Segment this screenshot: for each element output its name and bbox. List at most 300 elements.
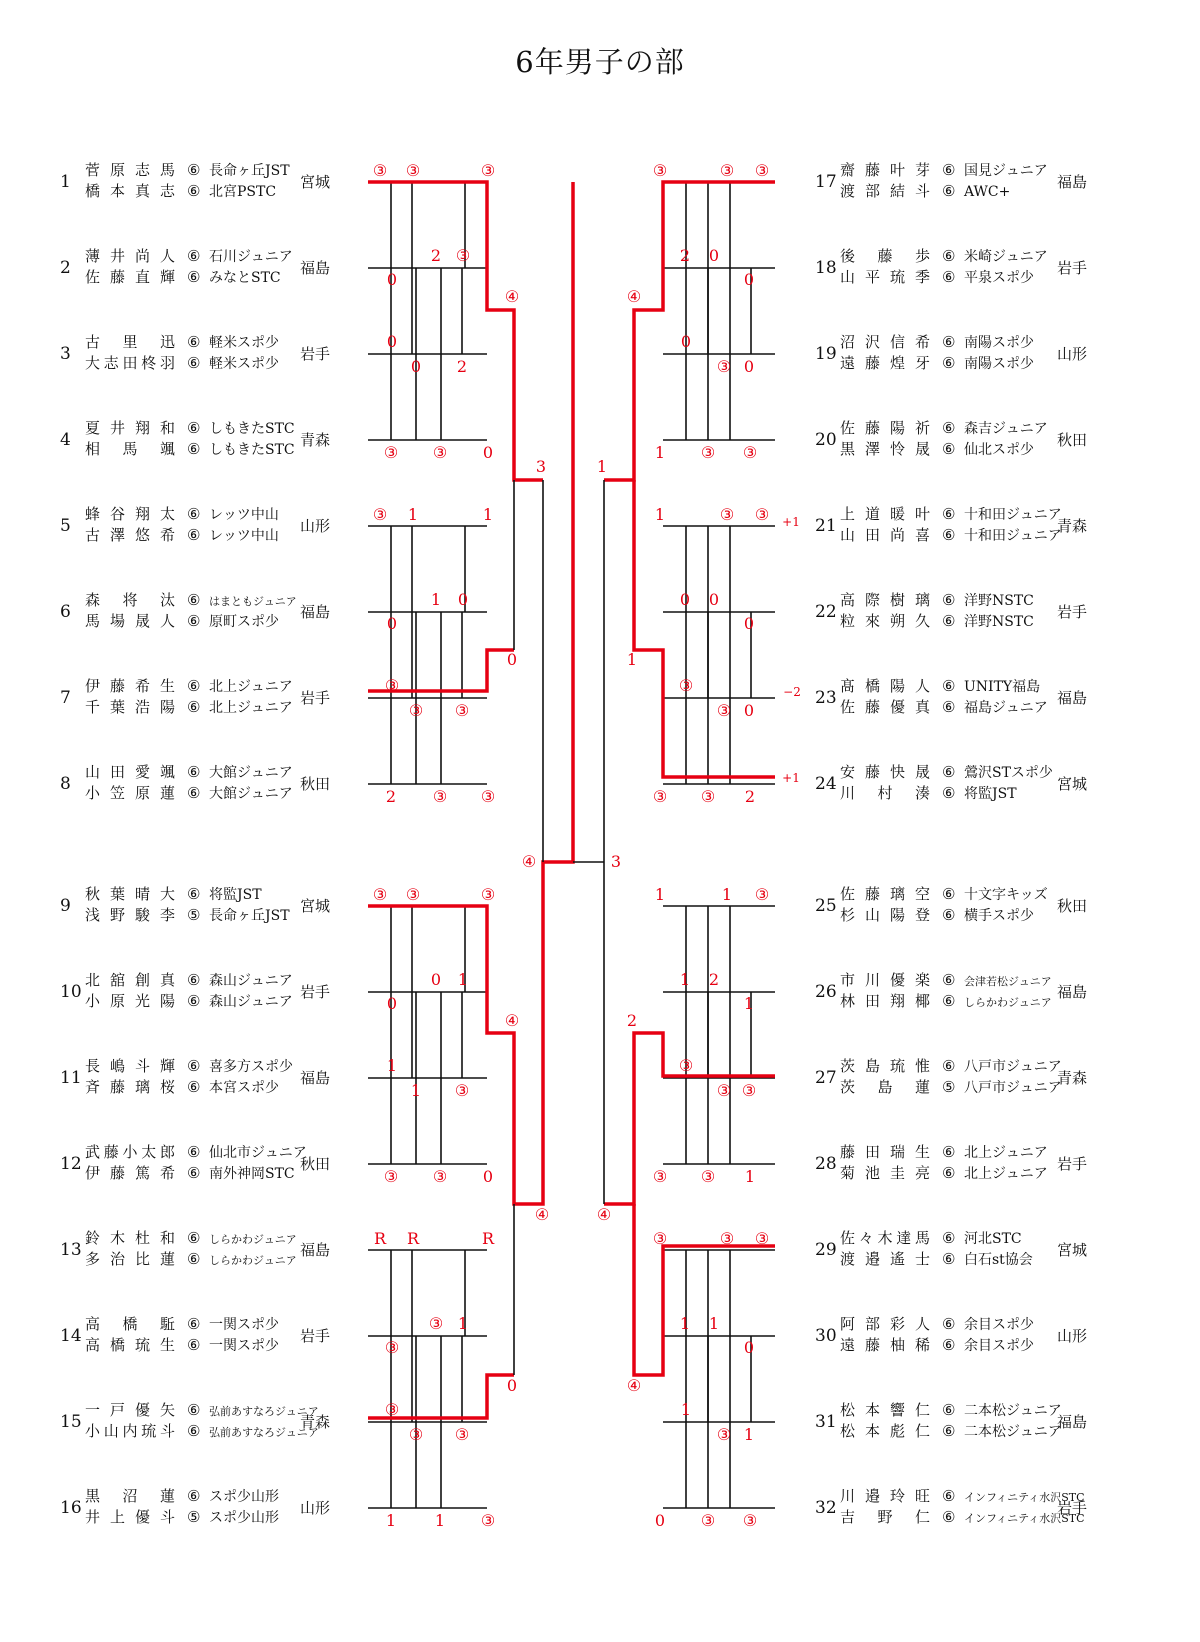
score-label: 2 bbox=[744, 787, 756, 806]
player-club: 十和田ジュニア bbox=[964, 528, 1062, 544]
prefecture: 福島 bbox=[300, 1069, 331, 1087]
player-grade: ⑤ bbox=[942, 1078, 956, 1096]
score-label: 1 bbox=[679, 970, 691, 989]
player bbox=[840, 160, 1048, 182]
score-label: 3 bbox=[535, 457, 547, 476]
player-grade: ⑥ bbox=[187, 698, 201, 716]
player-grade: ⑥ bbox=[187, 591, 201, 609]
player-name: 佐々木達馬 bbox=[840, 1229, 930, 1247]
score-label: 1 bbox=[430, 590, 442, 609]
player-club: 仙北スポ少 bbox=[964, 442, 1034, 458]
player-club: 長命ヶ丘JST bbox=[209, 908, 290, 924]
score-label: ③ bbox=[372, 161, 388, 180]
player-name: 松本響仁 bbox=[840, 1401, 930, 1419]
seed-number: 15 bbox=[60, 1412, 82, 1432]
player bbox=[840, 267, 1034, 289]
player-grade: ⑥ bbox=[187, 247, 201, 265]
player-club: 軽米スポ少 bbox=[209, 356, 279, 372]
score-label: ③ bbox=[700, 443, 716, 462]
player bbox=[840, 332, 1034, 354]
score-label: 1 bbox=[708, 1314, 720, 1333]
player-club: 平泉スポ少 bbox=[964, 270, 1034, 286]
seed-number: 27 bbox=[815, 1068, 837, 1088]
score-label: ③ bbox=[719, 161, 735, 180]
player bbox=[840, 504, 1062, 526]
player-grade: ⑥ bbox=[187, 1078, 201, 1096]
prefecture: 青森 bbox=[1057, 517, 1088, 535]
player-grade: ⑥ bbox=[942, 419, 956, 437]
prefecture: 岩手 bbox=[300, 1327, 331, 1345]
seed-number: 6 bbox=[60, 602, 71, 622]
player bbox=[840, 611, 1034, 633]
score-label: ④ bbox=[626, 1376, 642, 1395]
player-grade: ⑥ bbox=[187, 1057, 201, 1075]
player-club: 二本松ジュニア bbox=[964, 1424, 1062, 1440]
player-club: 余目スポ少 bbox=[964, 1338, 1034, 1354]
player-name: 薄井尚人 bbox=[85, 247, 175, 265]
player-name: 遠藤柚稀 bbox=[840, 1336, 930, 1354]
adjustment-label: −2 bbox=[783, 685, 801, 699]
player-name: 上道暖叶 bbox=[840, 505, 930, 523]
player-grade: ⑥ bbox=[187, 1336, 201, 1354]
player-club: AWC+ bbox=[964, 184, 1011, 200]
player-club: 弘前あすなろジュニア bbox=[209, 1426, 319, 1439]
player-name: 藤田瑞生 bbox=[840, 1143, 930, 1161]
player-grade: ⑥ bbox=[187, 419, 201, 437]
player bbox=[840, 1507, 1085, 1529]
player-name: 馬場晟人 bbox=[85, 612, 175, 630]
seed-number: 24 bbox=[815, 774, 837, 794]
seed-number: 1 bbox=[60, 172, 71, 192]
team-32 bbox=[0, 1486, 1200, 1530]
player-grade: ⑥ bbox=[187, 268, 201, 286]
player-grade: ⑥ bbox=[942, 906, 956, 924]
player-club: 南陽スポ少 bbox=[964, 335, 1034, 351]
score-label: ③ bbox=[480, 161, 496, 180]
score-label: ③ bbox=[384, 1338, 400, 1357]
score-label: 0 bbox=[482, 1167, 494, 1186]
player-club: 鶯沢STスポ少 bbox=[964, 765, 1053, 781]
player-name: 斉藤璃桜 bbox=[85, 1078, 175, 1096]
player bbox=[840, 353, 1034, 375]
player-name: 高橋駈 bbox=[85, 1315, 175, 1333]
player-club: 将監JST bbox=[209, 887, 262, 903]
player bbox=[840, 1228, 1022, 1250]
player-grade: ⑥ bbox=[942, 677, 956, 695]
player-name: 橋本真志 bbox=[85, 182, 175, 200]
player-club: 将監JST bbox=[964, 786, 1017, 802]
player-name: 齋藤叶芽 bbox=[840, 161, 930, 179]
adjustment-label: +1 bbox=[782, 771, 800, 785]
player-name: 茨島琉惟 bbox=[840, 1057, 930, 1075]
player-grade: ⑥ bbox=[942, 354, 956, 372]
score-label: ③ bbox=[678, 1056, 694, 1075]
player-name: 古澤悠希 bbox=[85, 526, 175, 544]
player-grade: ⑥ bbox=[187, 763, 201, 781]
player bbox=[840, 525, 1062, 547]
score-label: 1 bbox=[721, 885, 733, 904]
player-club: しらかわジュニア bbox=[209, 1254, 297, 1267]
player bbox=[840, 1056, 1062, 1078]
prefecture: 山形 bbox=[300, 1499, 331, 1517]
seed-number: 3 bbox=[60, 344, 71, 364]
prefecture: 青森 bbox=[300, 431, 331, 449]
team-24 bbox=[0, 762, 1200, 806]
player-grade: ⑥ bbox=[942, 763, 956, 781]
score-label: 0 bbox=[386, 270, 398, 289]
player-grade: ⑥ bbox=[942, 333, 956, 351]
score-label: 1 bbox=[654, 505, 666, 524]
player bbox=[840, 246, 1048, 268]
score-label: 2 bbox=[626, 1011, 638, 1030]
prefecture: 秋田 bbox=[300, 1155, 331, 1173]
player-club: 二本松ジュニア bbox=[964, 1403, 1062, 1419]
player-name: 鈴木杜和 bbox=[85, 1229, 175, 1247]
team-30 bbox=[0, 1314, 1200, 1358]
score-label: 0 bbox=[410, 357, 422, 376]
player-name: 長嶋斗輝 bbox=[85, 1057, 175, 1075]
score-label: ③ bbox=[754, 885, 770, 904]
player-club: 白石st協会 bbox=[964, 1252, 1033, 1268]
seed-number: 4 bbox=[60, 430, 71, 450]
player-grade: ⑥ bbox=[187, 1487, 201, 1505]
prefecture: 山形 bbox=[1057, 345, 1088, 363]
player-name: 井上優斗 bbox=[85, 1508, 175, 1526]
player-grade: ⑥ bbox=[942, 268, 956, 286]
player-name: 茨島蓮 bbox=[840, 1078, 930, 1096]
player-club: 喜多方スポ少 bbox=[209, 1059, 293, 1075]
score-label: 1 bbox=[743, 994, 755, 1013]
player bbox=[840, 1486, 1085, 1508]
seed-number: 19 bbox=[815, 344, 837, 364]
score-label: ③ bbox=[454, 1081, 470, 1100]
score-label: 1 bbox=[482, 505, 494, 524]
score-label: ③ bbox=[405, 885, 421, 904]
player-grade: ⑥ bbox=[942, 161, 956, 179]
score-label: 2 bbox=[430, 246, 442, 265]
player-club: レッツ中山 bbox=[209, 507, 279, 523]
prefecture: 宮城 bbox=[1057, 775, 1088, 793]
player-grade: ⑤ bbox=[187, 1508, 201, 1526]
prefecture: 宮城 bbox=[1057, 1241, 1088, 1259]
player-club: インフィニティ水沢STC bbox=[964, 1512, 1085, 1525]
prefecture: 福島 bbox=[1057, 1413, 1088, 1431]
player bbox=[840, 439, 1034, 461]
score-label: R bbox=[481, 1229, 495, 1248]
prefecture: 岩手 bbox=[1057, 1499, 1088, 1517]
seed-number: 28 bbox=[815, 1154, 837, 1174]
score-label: ③ bbox=[742, 1511, 758, 1530]
score-label: ③ bbox=[383, 443, 399, 462]
score-label: 0 bbox=[386, 994, 398, 1013]
player-name: 小笠原蓮 bbox=[85, 784, 175, 802]
team-18 bbox=[0, 246, 1200, 290]
player-name: 髙橋陽人 bbox=[840, 677, 930, 695]
score-label: ③ bbox=[700, 1167, 716, 1186]
prefecture: 岩手 bbox=[300, 345, 331, 363]
player-name: 渡部結斗 bbox=[840, 182, 930, 200]
score-label: 1 bbox=[626, 650, 638, 669]
player-name: 一戸優矢 bbox=[85, 1401, 175, 1419]
score-label: ③ bbox=[432, 443, 448, 462]
score-label: ③ bbox=[372, 885, 388, 904]
score-label: 2 bbox=[385, 787, 397, 806]
prefecture: 秋田 bbox=[300, 775, 331, 793]
player-grade: ⑥ bbox=[942, 182, 956, 200]
player-name: 多治比蓮 bbox=[85, 1250, 175, 1268]
player bbox=[840, 418, 1048, 440]
seed-number: 29 bbox=[815, 1240, 837, 1260]
team-31 bbox=[0, 1400, 1200, 1444]
page-title: 6年男子の部 bbox=[515, 45, 685, 79]
score-label: 0 bbox=[680, 332, 692, 351]
player-name: 川村湊 bbox=[840, 784, 930, 802]
player-grade: ⑥ bbox=[187, 885, 201, 903]
player-grade: ⑥ bbox=[942, 1401, 956, 1419]
score-label: 0 bbox=[708, 590, 720, 609]
seed-number: 25 bbox=[815, 896, 837, 916]
seed-number: 10 bbox=[60, 982, 82, 1002]
player-grade: ⑥ bbox=[187, 333, 201, 351]
seed-number: 20 bbox=[815, 430, 837, 450]
score-label: ③ bbox=[652, 1167, 668, 1186]
player-grade: ⑥ bbox=[187, 440, 201, 458]
seed-number: 21 bbox=[815, 516, 837, 536]
player bbox=[840, 884, 1048, 906]
prefecture: 福島 bbox=[300, 603, 331, 621]
player bbox=[840, 1163, 1048, 1185]
prefecture: 宮城 bbox=[300, 173, 331, 191]
player-club: 洋野NSTC bbox=[964, 614, 1034, 630]
player-club: 本宮スポ少 bbox=[209, 1080, 279, 1096]
seed-number: 9 bbox=[60, 896, 71, 916]
player-club: 会津若松ジュニア bbox=[964, 975, 1052, 988]
player-name: 相馬颯 bbox=[85, 440, 175, 458]
player-name: 黒沼蓮 bbox=[85, 1487, 175, 1505]
player bbox=[840, 697, 1048, 719]
prefecture: 宮城 bbox=[300, 897, 331, 915]
score-label: ④ bbox=[596, 1205, 612, 1224]
player-name: 菅原志馬 bbox=[85, 161, 175, 179]
score-label: 1 bbox=[654, 885, 666, 904]
player-grade: ⑥ bbox=[187, 161, 201, 179]
player-name: 佐藤璃空 bbox=[840, 885, 930, 903]
seed-number: 16 bbox=[60, 1498, 82, 1518]
player-name: 千葉浩陽 bbox=[85, 698, 175, 716]
score-label: 2 bbox=[708, 970, 720, 989]
player-club: 横手スポ少 bbox=[964, 908, 1034, 924]
score-label: 1 bbox=[654, 443, 666, 462]
player-club: スポ少山形 bbox=[209, 1510, 279, 1526]
score-label: ③ bbox=[480, 885, 496, 904]
player-name: 遠藤煌牙 bbox=[840, 354, 930, 372]
team-27 bbox=[0, 1056, 1200, 1100]
seed-number: 12 bbox=[60, 1154, 82, 1174]
player-grade: ⑥ bbox=[942, 1229, 956, 1247]
player-grade: ⑥ bbox=[942, 1336, 956, 1354]
score-label: ③ bbox=[719, 1229, 735, 1248]
seed-number: 23 bbox=[815, 688, 837, 708]
score-label: 2 bbox=[679, 246, 691, 265]
score-label: 1 bbox=[434, 1511, 446, 1530]
score-label: ③ bbox=[716, 1081, 732, 1100]
score-label: ③ bbox=[716, 357, 732, 376]
player-grade: ⑥ bbox=[187, 1422, 201, 1440]
adjustment-label: +1 bbox=[782, 515, 800, 529]
seed-number: 2 bbox=[60, 258, 71, 278]
prefecture: 岩手 bbox=[1057, 603, 1088, 621]
player-name: 伊藤希生 bbox=[85, 677, 175, 695]
score-label: ③ bbox=[652, 161, 668, 180]
score-label: ③ bbox=[405, 161, 421, 180]
player-club: 北宮PSTC bbox=[209, 184, 277, 200]
prefecture: 岩手 bbox=[1057, 259, 1088, 277]
seed-number: 17 bbox=[815, 172, 837, 192]
player-name: 佐藤優真 bbox=[840, 698, 930, 716]
player-club: 十和田ジュニア bbox=[964, 507, 1062, 523]
score-label: 0 bbox=[708, 246, 720, 265]
player-grade: ⑥ bbox=[942, 1508, 956, 1526]
score-label: 0 bbox=[386, 614, 398, 633]
player-name: 蜂谷翔太 bbox=[85, 505, 175, 523]
player-club: 弘前あすなろジュニア bbox=[209, 1405, 319, 1418]
score-label: ③ bbox=[384, 1400, 400, 1419]
score-label: ③ bbox=[716, 1425, 732, 1444]
player-club: 軽米スポ少 bbox=[209, 335, 279, 351]
player-club: 仙北市ジュニア bbox=[209, 1145, 307, 1161]
player-name: 黒澤怜晟 bbox=[840, 440, 930, 458]
score-label: 0 bbox=[506, 1376, 518, 1395]
player-grade: ⑥ bbox=[942, 612, 956, 630]
player-club: 北上ジュニア bbox=[964, 1166, 1048, 1182]
score-label: 0 bbox=[743, 614, 755, 633]
prefecture: 青森 bbox=[300, 1413, 331, 1431]
seed-number: 5 bbox=[60, 516, 71, 536]
team-17 bbox=[0, 160, 1200, 204]
score-label: 1 bbox=[410, 1081, 422, 1100]
prefecture: 福島 bbox=[300, 1241, 331, 1259]
player-club: 南外神岡STC bbox=[209, 1166, 295, 1182]
player-grade: ⑥ bbox=[942, 505, 956, 523]
player-club: 河北STC bbox=[964, 1231, 1022, 1247]
player-name: 松本彪仁 bbox=[840, 1422, 930, 1440]
player-grade: ⑤ bbox=[187, 906, 201, 924]
player-club: しもきたSTC bbox=[209, 442, 295, 458]
score-label: 1 bbox=[457, 970, 469, 989]
player-grade: ⑥ bbox=[942, 1164, 956, 1182]
player-club: 国見ジュニア bbox=[964, 163, 1048, 179]
player-club: 八戸市ジュニア bbox=[964, 1080, 1062, 1096]
player-grade: ⑥ bbox=[942, 1250, 956, 1268]
score-label: ③ bbox=[428, 1314, 444, 1333]
score-label: ③ bbox=[384, 676, 400, 695]
player bbox=[840, 590, 1034, 612]
score-label: 0 bbox=[743, 270, 755, 289]
score-label: 1 bbox=[743, 1425, 755, 1444]
score-label: 2 bbox=[456, 357, 468, 376]
prefecture: 岩手 bbox=[300, 689, 331, 707]
player-grade: ⑥ bbox=[942, 1487, 956, 1505]
player-name: 阿部彩人 bbox=[840, 1315, 930, 1333]
player bbox=[840, 676, 1040, 698]
score-label: R bbox=[373, 1229, 387, 1248]
seed-number: 32 bbox=[815, 1498, 837, 1518]
prefecture: 山形 bbox=[300, 517, 331, 535]
score-label: ④ bbox=[626, 287, 642, 306]
score-label: ③ bbox=[480, 787, 496, 806]
prefecture: 青森 bbox=[1057, 1069, 1088, 1087]
player-grade: ⑥ bbox=[942, 784, 956, 802]
score-label: ③ bbox=[408, 1425, 424, 1444]
prefecture: 福島 bbox=[1057, 983, 1088, 1001]
player-club: UNITY福島 bbox=[964, 679, 1041, 695]
score-label: 1 bbox=[744, 1167, 756, 1186]
seed-number: 31 bbox=[815, 1412, 837, 1432]
player-grade: ⑥ bbox=[187, 784, 201, 802]
player-grade: ⑥ bbox=[942, 992, 956, 1010]
score-label: 1 bbox=[679, 1314, 691, 1333]
seed-number: 8 bbox=[60, 774, 71, 794]
player bbox=[840, 181, 1010, 203]
player-grade: ⑥ bbox=[942, 1143, 956, 1161]
player-grade: ⑥ bbox=[187, 1401, 201, 1419]
player-name: 佐藤直輝 bbox=[85, 268, 175, 286]
player bbox=[840, 1142, 1048, 1164]
player-name: 安藤快晟 bbox=[840, 763, 930, 781]
player-grade: ⑥ bbox=[187, 992, 201, 1010]
team-29 bbox=[0, 1228, 1200, 1272]
score-label: 0 bbox=[482, 443, 494, 462]
player-name: 山田愛颯 bbox=[85, 763, 175, 781]
player-name: 杉山陽登 bbox=[840, 906, 930, 924]
score-label: ③ bbox=[372, 505, 388, 524]
team-23 bbox=[0, 676, 1200, 720]
score-label: 1 bbox=[407, 505, 419, 524]
player-name: 小山内琉斗 bbox=[85, 1422, 175, 1440]
score-label: ④ bbox=[504, 287, 520, 306]
player-name: 粒來朔久 bbox=[840, 612, 930, 630]
player-club: レッツ中山 bbox=[209, 528, 279, 544]
player bbox=[840, 1249, 1033, 1271]
seed-number: 18 bbox=[815, 258, 837, 278]
player-grade: ⑥ bbox=[187, 1250, 201, 1268]
player-name: 古里迅 bbox=[85, 333, 175, 351]
player-grade: ⑥ bbox=[942, 1315, 956, 1333]
seed-number: 13 bbox=[60, 1240, 82, 1260]
score-label: 1 bbox=[386, 1056, 398, 1075]
player-name: 山平琉季 bbox=[840, 268, 930, 286]
score-label: ③ bbox=[741, 1081, 757, 1100]
score-label: ③ bbox=[432, 787, 448, 806]
player-club: スポ少山形 bbox=[209, 1489, 279, 1505]
score-label: 1 bbox=[457, 1314, 469, 1333]
player-grade: ⑥ bbox=[942, 1057, 956, 1075]
score-label: ③ bbox=[678, 676, 694, 695]
prefecture: 岩手 bbox=[1057, 1155, 1088, 1173]
player-grade: ⑥ bbox=[187, 526, 201, 544]
player-grade: ⑥ bbox=[187, 1164, 201, 1182]
player-name: 林田翔椰 bbox=[840, 992, 930, 1010]
player-name: 市川優楽 bbox=[840, 971, 930, 989]
player-grade: ⑥ bbox=[187, 1315, 201, 1333]
score-label: 1 bbox=[385, 1511, 397, 1530]
player-name: 渡邉遙士 bbox=[840, 1250, 930, 1268]
score-label: ③ bbox=[454, 701, 470, 720]
team-20 bbox=[0, 418, 1200, 462]
player-name: 伊藤篤希 bbox=[85, 1164, 175, 1182]
player-grade: ⑥ bbox=[942, 591, 956, 609]
player-club: 米崎ジュニア bbox=[964, 249, 1048, 265]
